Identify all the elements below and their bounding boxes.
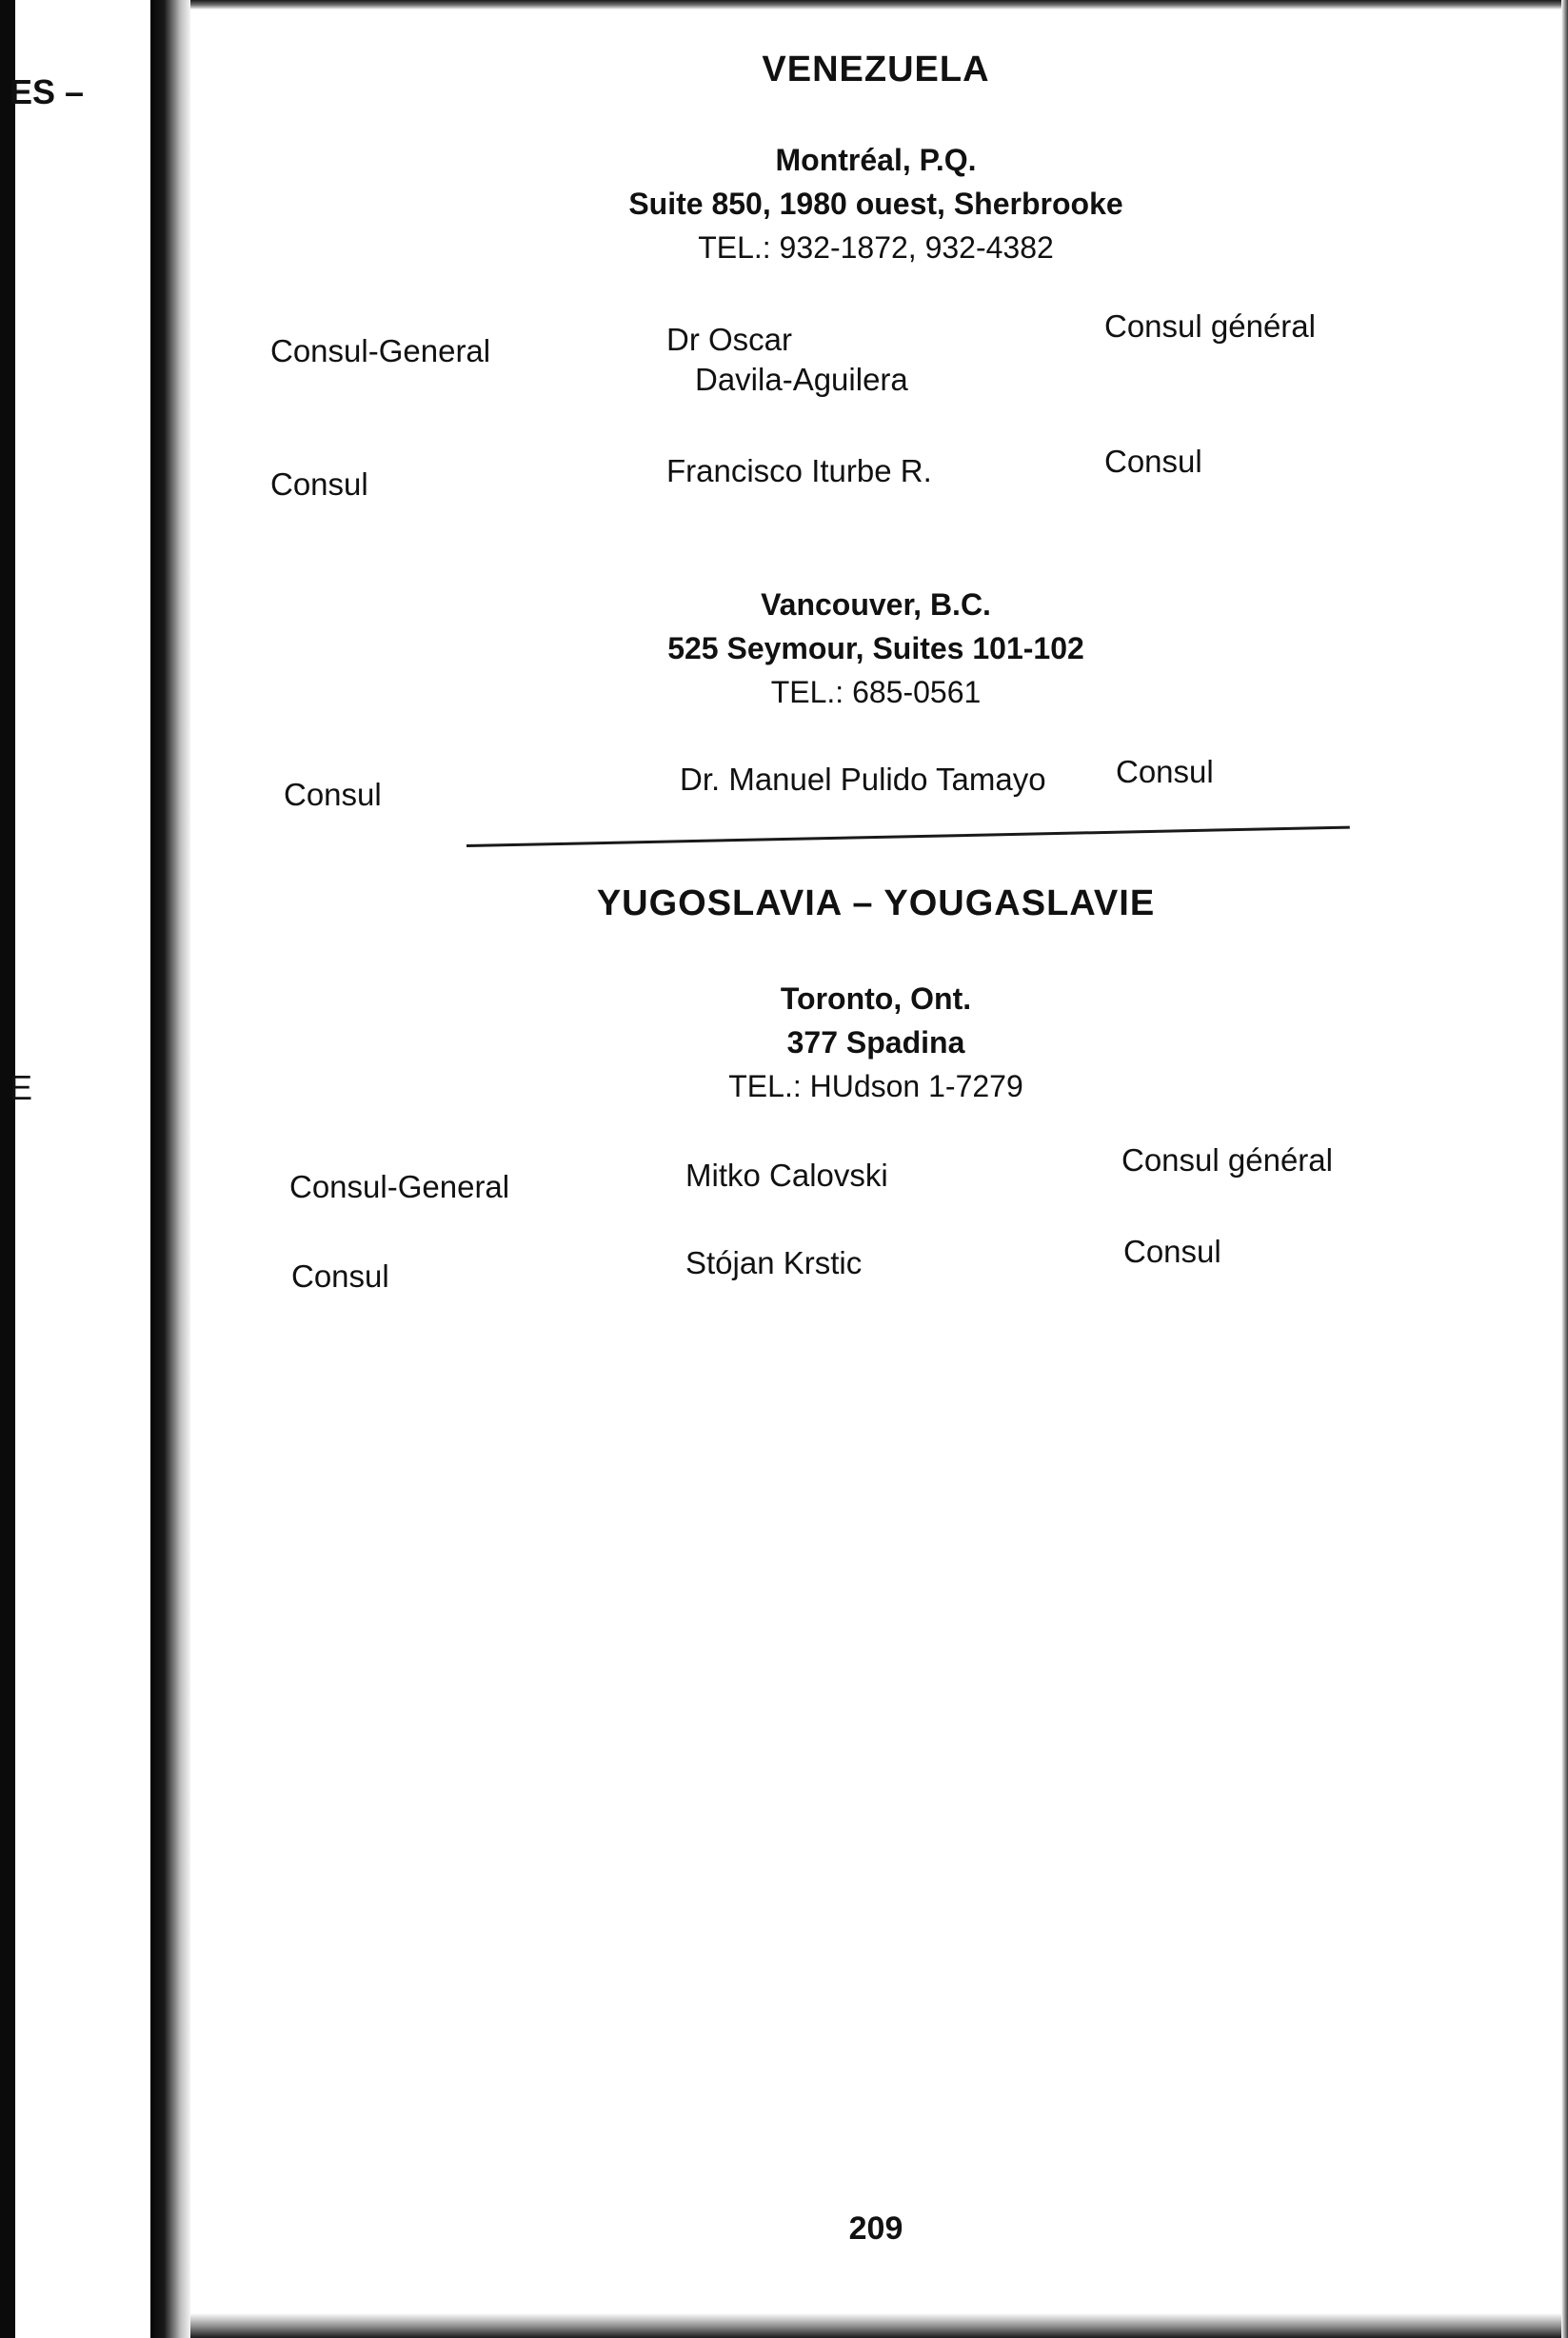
scan-top-edge xyxy=(190,0,1568,10)
facing-page-fragment-middle: E xyxy=(10,1068,33,1107)
country-heading-yugoslavia: YUGOSLAVIA – YOUGASLAVIE xyxy=(596,883,1156,923)
city-toronto: Toronto, Ont. xyxy=(780,981,972,1016)
book-spine-shadow xyxy=(150,0,190,2338)
name-montreal-2: Francisco Iturbe R. xyxy=(666,453,932,488)
address-vancouver: 525 Seymour, Suites 101-102 xyxy=(667,631,1084,665)
city-vancouver: Vancouver, B.C. xyxy=(761,587,991,622)
title-en-vancouver-1: Consul xyxy=(284,777,382,812)
name-vancouver-1: Dr. Manuel Pulido Tamayo xyxy=(680,762,1046,797)
telephone-montreal: TEL.: 932-1872, 932-4382 xyxy=(698,230,1054,265)
section-divider-line xyxy=(466,826,1350,847)
address-block-vancouver xyxy=(190,583,1561,714)
title-fr-vancouver-1: Consul xyxy=(1116,754,1214,789)
address-block-montreal xyxy=(190,138,1561,269)
title-fr-montreal-2: Consul xyxy=(1104,444,1202,479)
name-montreal-1-line1: Dr Oscar xyxy=(666,322,792,357)
title-fr-montreal-1: Consul général xyxy=(1104,308,1316,344)
scan-bottom-edge xyxy=(190,2313,1568,2338)
address-block-toronto xyxy=(190,977,1561,1108)
address-montreal: Suite 850, 1980 ouest, Sherbrooke xyxy=(628,187,1123,221)
title-en-montreal-1: Consul-General xyxy=(270,333,491,368)
title-en-montreal-2: Consul xyxy=(270,466,368,502)
name-toronto-1: Mitko Calovski xyxy=(685,1158,888,1193)
title-fr-toronto-2: Consul xyxy=(1123,1234,1221,1269)
facing-page-fragment-top: ES – xyxy=(10,72,85,111)
page-number: 209 xyxy=(848,2210,903,2247)
telephone-vancouver: TEL.: 685-0561 xyxy=(770,675,982,709)
scan-right-edge xyxy=(1561,0,1568,2338)
name-montreal-1-line2: Davila-Aguilera xyxy=(695,362,908,397)
address-toronto: 377 Spadina xyxy=(786,1025,965,1060)
name-toronto-2: Stójan Krstic xyxy=(685,1245,863,1280)
title-en-toronto-1: Consul-General xyxy=(289,1169,510,1204)
title-en-toronto-2: Consul xyxy=(291,1258,389,1294)
title-fr-toronto-1: Consul général xyxy=(1121,1142,1333,1178)
country-heading-venezuela: VENEZUELA xyxy=(762,50,990,89)
telephone-toronto: TEL.: HUdson 1-7279 xyxy=(728,1069,1023,1103)
city-montreal: Montréal, P.Q. xyxy=(775,143,977,177)
scan-left-dark-strip xyxy=(0,0,15,2338)
